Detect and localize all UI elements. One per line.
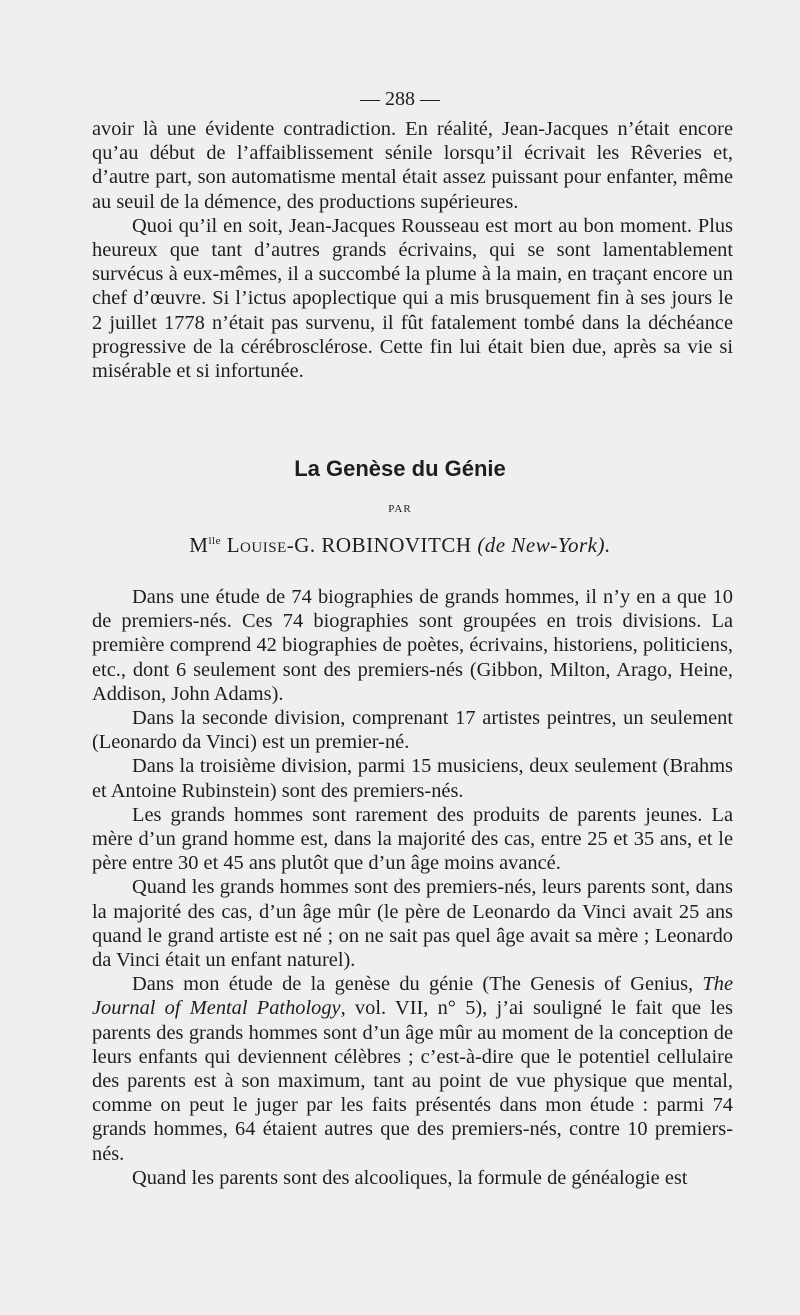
paragraph: avoir là une évidente contradiction. En réalité, Jean-Jacques n’était encore qu’au début de l’affaiblissement sénile lorsqu’il écrivait les Rêveries et, d’autre part, son automatisme mental était assez puissant pour enfanter, même au seuil de la démence, des productions supérieures.: [92, 118, 733, 213]
author-given-name: Louise-G.: [226, 533, 316, 557]
article-title: La Genèse du Génie: [294, 456, 506, 481]
author-affiliation: (de New-York).: [477, 533, 611, 557]
paragraph: Dans la seconde division, comprenant 17 artistes peintres, un seulement (Leonardo da Vinci) est un premier-né.: [92, 707, 733, 754]
author-prefix: M: [189, 533, 209, 557]
paragraph: Quoi qu’il en soit, Jean-Jacques Rousseau est mort au bon moment. Plus heureux que tant d’autres grands écrivains, qui se sont lamentablement survécus à eux-mêmes, il a succombé la plume à la main, en traçant encore un chef d’œuvre. Si l’ictus apoplectique qui a mis brusquement fin à ses jours le 2 juillet 1778 n’était pas survenu, il fût fatalement tombé dans la déchéance progressive de la cérébrosclérose. Cette fin lui était bien due, après sa vie si misérable et si infortunée.: [92, 214, 733, 383]
genesis-text-before: Dans mon étude de la genèse du génie (The Genesis of Genius,: [132, 973, 703, 996]
journal-title: The Journal of Mental Pathology: [92, 973, 733, 1020]
paragraph: Quand les parents sont des alcooliques, la formule de généalogie est: [132, 1166, 688, 1189]
page-number: — 288 —: [360, 88, 440, 110]
byline-par: PAR: [388, 503, 412, 515]
author-line: [0, 533, 800, 558]
author-surname: ROBINOVITCH: [321, 533, 472, 557]
paragraph: Quand les grands hommes sont des premiers-nés, leurs parents sont, dans la majorité des cas, d’un âge mûr (le père de Leonardo da Vinci avait 25 ans quand le grand artiste est né ; on ne sait pas quel âge avait sa mère ; Leonardo da Vinci était un enfant naturel).: [92, 876, 733, 972]
paragraph: Dans la troisième division, parmi 15 musiciens, deux seulement (Brahms et Antoine Rubinstein) sont des premiers-nés.: [92, 755, 733, 802]
genesis-text-after: , vol. VII, n° 5), j’ai souligné le fait que les parents des grands hommes sont d’un âge mûr au moment de la conception de leurs enfants qui deviennent célèbres ; c’est-à-dire que le potentiel cellulaire des parents est à son maximum, tant au point de vue physique que mental, comme on peut le juger par les faits présentés dans mon étude : parmi 74 grands hommes, 64 étaient autres que des premiers-nés, contre 10 premiers-nés.: [92, 997, 733, 1165]
article-body: [92, 585, 733, 1190]
previous-article-ending: [92, 117, 733, 383]
paragraph: Les grands hommes sont rarement des produits de parents jeunes. La mère d’un grand homme est, dans la majorité des cas, entre 25 et 35 ans, et le père entre 30 et 45 ans plutôt que d’un âge moins avancé.: [92, 803, 733, 875]
author-prefix-sup: lle: [208, 535, 221, 547]
paragraph-genesis: [92, 972, 733, 1166]
paragraph: Dans une étude de 74 biographies de grands hommes, il n’y en a que 10 de premiers-nés. Ces 74 biographies sont groupées en trois divisions. La première comprend 42 biographies de poètes, écrivains, historiens, politiciens, etc., dont 6 seulement sont des premiers-nés (Gibbon, Milton, Arago, Heine, Addison, John Adams).: [92, 586, 733, 705]
